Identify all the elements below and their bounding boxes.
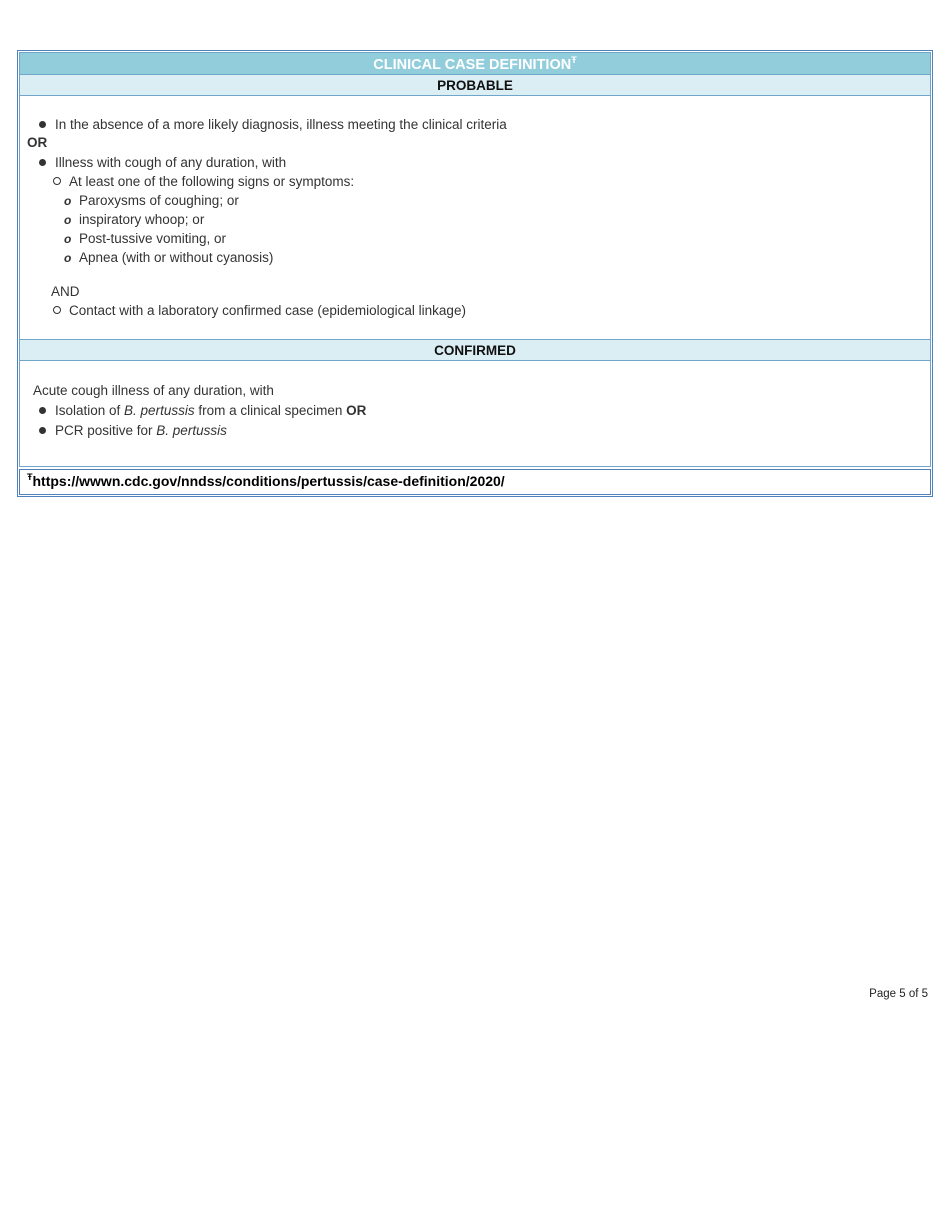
bullet-disc-icon <box>39 121 46 128</box>
bullet-o-icon: o <box>64 232 72 246</box>
probable-sub-2 <box>53 302 466 320</box>
bullet-disc-icon <box>39 427 46 434</box>
bullet-o-icon: o <box>64 194 72 208</box>
probable-item-1-text: In the absence of a more likely diagnosis, illness meeting the clinical criteria <box>55 117 507 132</box>
confirmed-heading: CONFIRMED <box>19 340 931 361</box>
symptom-text: Paroxysms of coughing; or <box>79 193 239 208</box>
probable-sub-1 <box>53 173 354 191</box>
table-title <box>19 52 931 75</box>
probable-heading: PROBABLE <box>19 75 931 96</box>
probable-item-2-text: Illness with cough of any duration, with <box>55 155 287 170</box>
probable-sub-2-text: Contact with a laboratory confirmed case (epidemiological linkage) <box>69 303 466 318</box>
confirmed-item-2 <box>39 422 227 440</box>
footnote-url[interactable]: https://wwwn.cdc.gov/nndss/conditions/pertussis/case-definition/2020/ <box>32 473 505 489</box>
probable-item-1 <box>39 116 507 134</box>
probable-section <box>19 96 931 340</box>
title-footnote-mark: Ŧ <box>571 55 577 65</box>
bullet-circle-icon <box>53 306 61 314</box>
symptom-item <box>64 249 273 267</box>
confirmed-item-1-mid: from a clinical specimen <box>194 403 347 418</box>
symptom-text: Apnea (with or without cyanosis) <box>79 250 274 265</box>
symptom-item <box>64 211 204 229</box>
clinical-case-definition-table <box>17 50 933 497</box>
footnote <box>27 473 505 489</box>
confirmed-item-2-pre: PCR positive for <box>55 423 157 438</box>
confirmed-item-1-pre: Isolation of <box>55 403 125 418</box>
confirmed-or-label: OR <box>346 403 367 418</box>
probable-and-label: AND <box>51 284 80 299</box>
table-title-text: CLINICAL CASE DEFINITION <box>373 57 572 73</box>
probable-item-2 <box>39 154 286 172</box>
organism-name: B. pertussis <box>156 423 227 438</box>
bullet-o-icon: o <box>64 251 72 265</box>
symptom-item <box>64 192 239 210</box>
footnote-mark: Ŧ <box>27 472 33 482</box>
symptom-item <box>64 230 226 248</box>
confirmed-intro: Acute cough illness of any duration, with <box>33 383 274 398</box>
organism-name: B. pertussis <box>124 403 195 418</box>
probable-sub-1-text: At least one of the following signs or symptoms: <box>69 174 355 189</box>
symptom-text: Post-tussive vomiting, or <box>79 231 227 246</box>
confirmed-section <box>19 361 931 467</box>
bullet-disc-icon <box>39 159 46 166</box>
bullet-circle-icon <box>53 177 61 185</box>
page-number: Page 5 of 5 <box>869 988 928 1000</box>
bullet-disc-icon <box>39 407 46 414</box>
confirmed-item-1 <box>39 402 366 420</box>
footnote-row <box>19 469 931 495</box>
probable-or-label: OR <box>27 135 48 150</box>
symptom-text: inspiratory whoop; or <box>79 212 205 227</box>
bullet-o-icon: o <box>64 213 72 227</box>
